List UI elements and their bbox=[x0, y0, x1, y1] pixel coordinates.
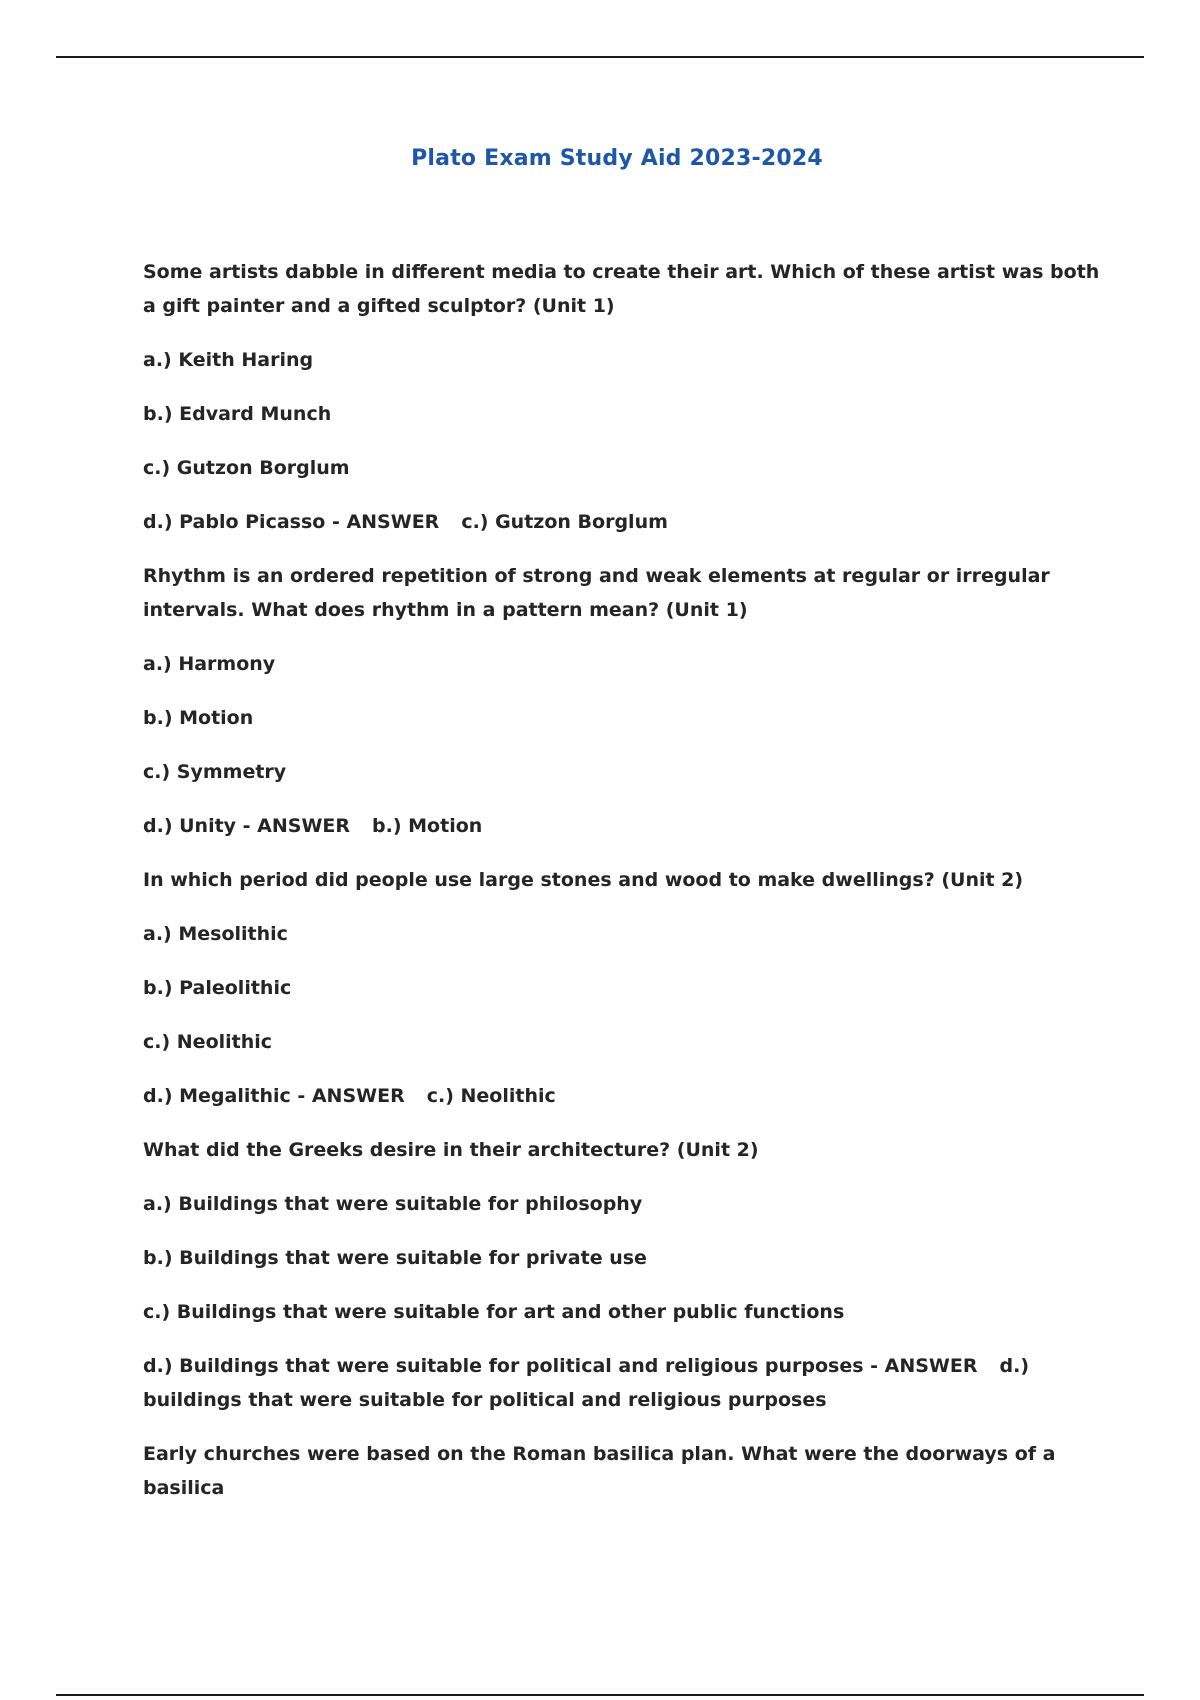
question-4 bbox=[143, 1133, 1103, 1167]
option-d-with-answer bbox=[143, 809, 1103, 843]
question-5 bbox=[143, 1437, 1103, 1505]
option-text: c.) Neolithic bbox=[143, 1031, 273, 1053]
option-d-with-answer bbox=[143, 1079, 1103, 1113]
option-text: d.) Megalithic - ANSWER bbox=[143, 1085, 405, 1107]
option-text: b.) Paleolithic bbox=[143, 977, 292, 999]
question-1 bbox=[143, 255, 1103, 323]
document-title: Plato Exam Study Aid 2023-2024 bbox=[411, 146, 823, 171]
option-text: a.) Buildings that were suitable for philosophy bbox=[143, 1193, 643, 1215]
option-b bbox=[143, 397, 1103, 431]
question-text: Rhythm is an ordered repetition of strong and weak elements at regular or irregular intervals. What does rhythm in a pattern mean? (Unit 1) bbox=[143, 565, 1050, 621]
question-text: In which period did people use large stones and wood to make dwellings? (Unit 2) bbox=[143, 869, 1024, 891]
option-text: d.) Unity - ANSWER bbox=[143, 815, 351, 837]
option-d-with-answer bbox=[143, 505, 1103, 539]
option-text: d.) Pablo Picasso - ANSWER bbox=[143, 511, 440, 533]
answer-text: b.) Motion bbox=[372, 815, 483, 837]
option-b bbox=[143, 701, 1103, 735]
option-b bbox=[143, 1241, 1103, 1275]
option-c bbox=[143, 755, 1103, 789]
option-a bbox=[143, 1187, 1103, 1221]
option-text: c.) Buildings that were suitable for art and other public functions bbox=[143, 1301, 845, 1323]
option-text: b.) Edvard Munch bbox=[143, 403, 332, 425]
option-a bbox=[143, 647, 1103, 681]
option-a bbox=[143, 917, 1103, 951]
option-text: b.) Motion bbox=[143, 707, 254, 729]
option-b bbox=[143, 971, 1103, 1005]
question-3 bbox=[143, 863, 1103, 897]
option-c bbox=[143, 1025, 1103, 1059]
option-text: a.) Harmony bbox=[143, 653, 276, 675]
option-d-with-answer bbox=[143, 1349, 1103, 1417]
option-text: d.) Buildings that were suitable for political and religious purposes - ANSWER bbox=[143, 1355, 978, 1377]
question-text: Early churches were based on the Roman basilica plan. What were the doorways of a basilica bbox=[143, 1443, 1056, 1499]
option-text: c.) Symmetry bbox=[143, 761, 287, 783]
bottom-rule bbox=[56, 1694, 1144, 1696]
answer-text: c.) Neolithic bbox=[426, 1085, 556, 1107]
option-c bbox=[143, 451, 1103, 485]
option-text: c.) Gutzon Borglum bbox=[143, 457, 350, 479]
option-text: b.) Buildings that were suitable for private use bbox=[143, 1247, 647, 1269]
answer-text: d.) buildings that were suitable for political and religious purposes bbox=[143, 1355, 1030, 1411]
option-text: a.) Keith Haring bbox=[143, 349, 314, 371]
option-c bbox=[143, 1295, 1103, 1329]
question-text: What did the Greeks desire in their architecture? (Unit 2) bbox=[143, 1139, 759, 1161]
option-text: a.) Mesolithic bbox=[143, 923, 288, 945]
question-2 bbox=[143, 559, 1103, 627]
question-text: Some artists dabble in different media to create their art. Which of these artist was both a gift painter and a gifted sculptor? (Unit 1) bbox=[143, 261, 1100, 317]
top-rule bbox=[56, 56, 1144, 58]
answer-text: c.) Gutzon Borglum bbox=[461, 511, 668, 533]
document-body bbox=[143, 255, 1103, 1525]
option-a bbox=[143, 343, 1103, 377]
